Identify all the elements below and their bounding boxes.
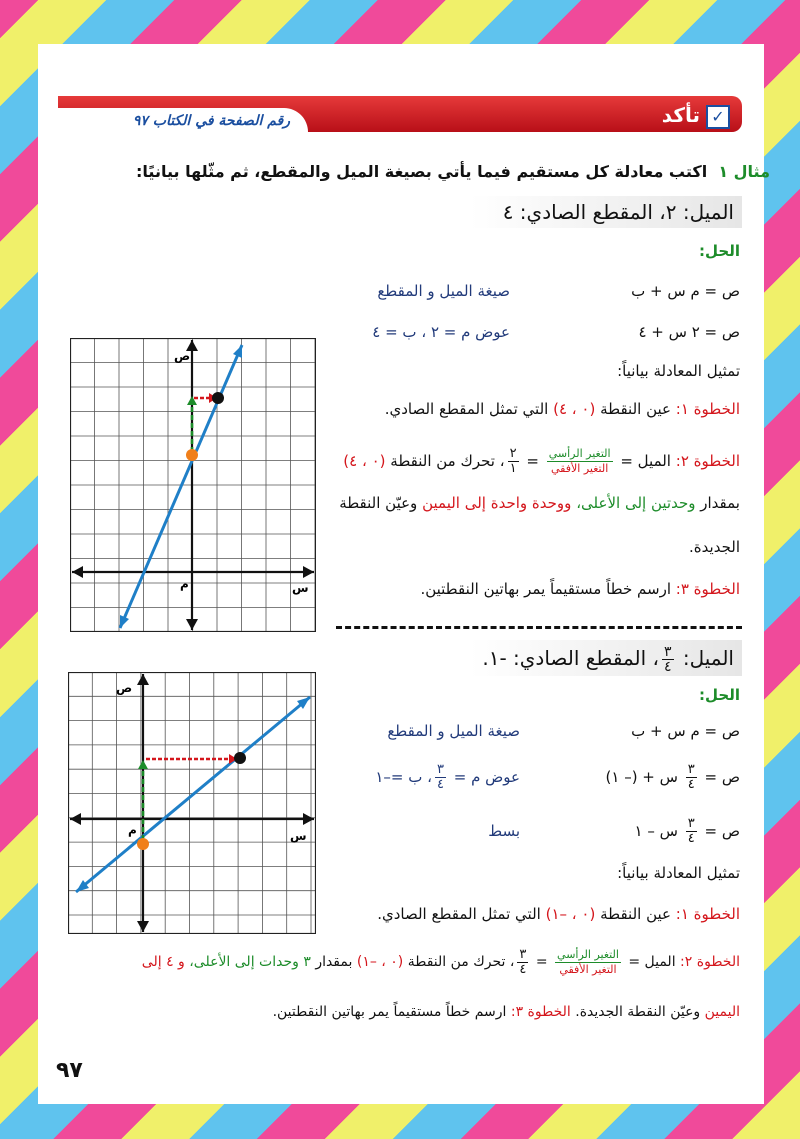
checkmark-icon: ✓ bbox=[706, 105, 730, 129]
problem2-solution-label: الحل: bbox=[699, 686, 740, 704]
graph1 bbox=[70, 338, 316, 632]
eq2-note-a: عوض م = bbox=[453, 768, 520, 786]
graph2-x-label: س bbox=[290, 829, 307, 843]
problem2-step2 bbox=[58, 944, 740, 980]
p2-rise-over-run-fraction bbox=[555, 948, 621, 977]
p2-step2-c: بمقدار bbox=[315, 954, 353, 970]
book-page-ref: رقم الصفحة في الكتاب ٩٧ bbox=[132, 113, 290, 129]
problem2-slope-num: ٣ bbox=[663, 644, 672, 660]
p2-step2-right-a: ٤ إلى bbox=[141, 954, 174, 970]
eq2-frac-den: ٤ bbox=[687, 777, 695, 792]
step3-label: الخطوة ٣: bbox=[675, 580, 740, 598]
p2-eq-sign: = bbox=[535, 954, 548, 970]
graph2-x-arrow-left bbox=[70, 813, 81, 825]
instruction-text: اكتب معادلة كل مستقيم فيما يأتي بصيغة الميل والمقطع، ثم مثّلها بيانيًا: bbox=[136, 162, 708, 181]
eq2-a: ص = bbox=[704, 768, 740, 786]
graph2-y-arrow-down bbox=[137, 921, 149, 932]
graph2-grid bbox=[68, 672, 316, 934]
graph2-border bbox=[69, 673, 316, 934]
step2-up: وحدتين إلى الأعلى، bbox=[576, 494, 696, 512]
problem1-step2-end: الجديدة. bbox=[689, 538, 740, 556]
section-title-text: تأكد bbox=[661, 103, 700, 127]
p2-step1-label: الخطوة ١: bbox=[675, 905, 740, 923]
eq3-b: س – ١ bbox=[634, 822, 678, 840]
p2-step2-b: ، تحرك من النقطة bbox=[407, 954, 515, 970]
p2-step2-up: ٣ وحدات إلى الأعلى، bbox=[189, 954, 311, 970]
eq-sign: = bbox=[526, 452, 539, 470]
problem2-step1 bbox=[330, 903, 740, 925]
graph1-y-arrow-down bbox=[186, 619, 198, 630]
p2-step1-a: عين النقطة bbox=[600, 905, 671, 923]
graph2-rise-arrowhead bbox=[138, 760, 148, 769]
problem2-eq2-note bbox=[340, 760, 520, 794]
step3-text: ارسم خطاً مستقيماً يمر بهاتين النقطتين. bbox=[420, 580, 671, 598]
problem1-eq2-note: عوض م = ٢ ، ب = ٤ bbox=[372, 323, 510, 341]
problem1-title: الميل: ٢، المقطع الصادي: ٤ bbox=[470, 196, 742, 228]
p2-step2-point: (٠ ، –١) bbox=[356, 954, 404, 970]
graph2-y-arrow-up bbox=[137, 674, 149, 685]
problem2-eq3 bbox=[560, 814, 740, 848]
eq3-a: ص = bbox=[704, 822, 740, 840]
eq2-b: س + (– ١) bbox=[605, 768, 678, 786]
eq3-fraction bbox=[686, 817, 697, 846]
frac-num: التغير الرأسي bbox=[548, 447, 611, 460]
p2-frac-den: التغير الأفقي bbox=[559, 962, 617, 976]
step1-point: (٠ ، ٤) bbox=[553, 400, 596, 418]
slope-fraction bbox=[508, 447, 519, 476]
problem2-eq2 bbox=[560, 760, 740, 794]
eq3-frac-den: ٤ bbox=[687, 831, 695, 846]
problem2-eq1-note: صيغة الميل و المقطع bbox=[387, 722, 520, 740]
p2-frac-num: التغير الرأسي bbox=[557, 947, 619, 961]
step1-label: الخطوة ١: bbox=[675, 400, 740, 418]
graph1-y-label: ص bbox=[174, 349, 191, 363]
problem2-slope-fraction bbox=[662, 645, 674, 674]
section-divider bbox=[336, 626, 742, 629]
p2-step2-a: الميل = bbox=[628, 954, 676, 970]
graph2-origin-label: م bbox=[128, 823, 137, 837]
graph2-second-point bbox=[234, 752, 246, 764]
example-label: مثال ١ bbox=[718, 162, 770, 181]
step2-right: ووحدة واحدة إلى اليمين bbox=[422, 494, 572, 512]
eq2-note-b: ، ب =–١ bbox=[375, 768, 432, 786]
graph2-line bbox=[76, 697, 310, 892]
step2-text-b: ، تحرك من النقطة bbox=[390, 452, 505, 470]
p2-step2-right-b: اليمين bbox=[704, 1004, 740, 1020]
eq3-frac-num: ٣ bbox=[687, 816, 695, 831]
step1-text-a: عين النقطة bbox=[600, 400, 671, 418]
graph1-second-point bbox=[212, 392, 224, 404]
graph1-x-arrow-right bbox=[303, 566, 314, 578]
problem2-eq1: ص = م س + ب bbox=[631, 722, 740, 740]
problem1-step1 bbox=[330, 398, 740, 420]
p2-step3-label: الخطوة ٣: bbox=[510, 1004, 571, 1020]
graph2-x-arrow-right bbox=[303, 813, 314, 825]
step2-label: الخطوة ٢: bbox=[675, 452, 740, 470]
slope-den: ١ bbox=[509, 461, 517, 476]
p2-step1-point: (٠ ، –١) bbox=[545, 905, 596, 923]
step2-text-c: بمقدار bbox=[700, 494, 740, 512]
graph2 bbox=[68, 672, 316, 934]
p2-step1-b: التي تمثل المقطع الصادي. bbox=[377, 905, 541, 923]
page-number: ٩٧ bbox=[56, 1058, 83, 1083]
problem2-title-b: ، المقطع الصادي: -١. bbox=[482, 646, 659, 670]
step2-point: (٠ ، ٤) bbox=[343, 452, 386, 470]
slope-num: ٢ bbox=[509, 446, 517, 461]
p2-step3-text: ارسم خطاً مستقيماً يمر بهاتين النقطتين. bbox=[272, 1004, 507, 1020]
p2-step2-d: وعيّن النقطة الجديدة. bbox=[575, 1004, 701, 1020]
eq2-note-frac-num: ٣ bbox=[437, 762, 444, 777]
problem2-graph-intro: تمثيل المعادلة بيانياً: bbox=[617, 864, 740, 882]
step2-text-a: الميل = bbox=[620, 452, 671, 470]
example-instruction bbox=[110, 160, 770, 184]
eq2-note-frac-den: ٤ bbox=[437, 777, 444, 792]
problem2-eq3-note: بسط bbox=[488, 822, 520, 840]
eq2-frac-num: ٣ bbox=[687, 762, 695, 777]
graph2-y-intercept-point bbox=[137, 838, 149, 850]
problem2-slope-den: ٤ bbox=[663, 659, 672, 675]
problem1-step2 bbox=[326, 444, 740, 478]
rise-over-run-fraction bbox=[547, 447, 613, 476]
problem2-title bbox=[470, 640, 742, 676]
problem1-graph-intro: تمثيل المعادلة بيانياً: bbox=[617, 362, 740, 380]
p2-slope-fraction bbox=[517, 948, 528, 977]
frac-den: التغير الأفقي bbox=[551, 462, 609, 475]
p2-slope-den: ٤ bbox=[519, 961, 527, 977]
section-title bbox=[600, 100, 730, 130]
graph2-y-label: ص bbox=[116, 681, 133, 695]
problem2-step2-cont bbox=[100, 1000, 740, 1024]
eq2-fraction bbox=[686, 763, 697, 792]
graph1-x-label: س bbox=[292, 581, 309, 595]
problem1-eq1: ص = م س + ب bbox=[631, 282, 740, 300]
p2-step2-and: و bbox=[178, 954, 185, 970]
step2-text-d: وعيّن النقطة bbox=[339, 494, 418, 512]
graph1-x-arrow-left bbox=[72, 566, 83, 578]
p2-step2-label: الخطوة ٢: bbox=[680, 954, 740, 970]
problem1-solution-label: الحل: bbox=[699, 242, 740, 260]
p2-slope-num: ٣ bbox=[519, 946, 527, 962]
problem1-step3 bbox=[330, 578, 740, 600]
problem1-eq1-note: صيغة الميل و المقطع bbox=[377, 282, 510, 300]
problem2-title-a: الميل: bbox=[682, 646, 734, 670]
step1-text-b: التي تمثل المقطع الصادي. bbox=[384, 400, 549, 418]
graph1-y-intercept-point bbox=[186, 449, 198, 461]
graph1-origin-label: م bbox=[180, 577, 189, 591]
eq2-note-fraction bbox=[435, 763, 446, 792]
problem1-step2-cont bbox=[330, 492, 740, 514]
problem1-eq2: ص = ٢ س + ٤ bbox=[638, 323, 740, 341]
